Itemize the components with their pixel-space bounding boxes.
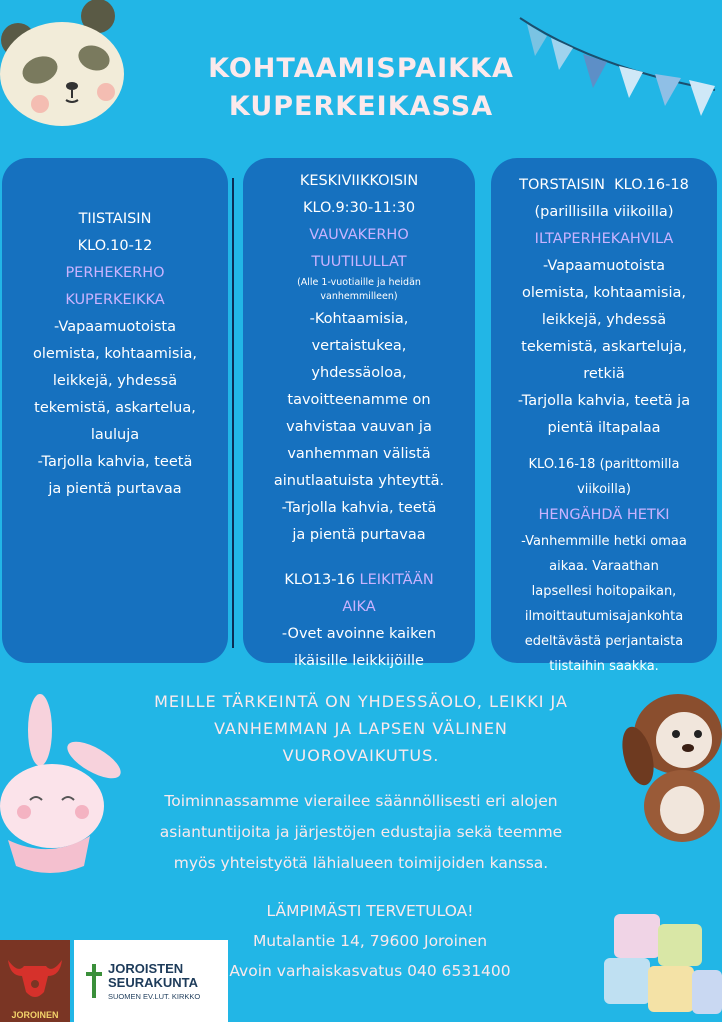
card3-desc bbox=[505, 253, 703, 442]
desc-line: tekemistä, askartelua, bbox=[34, 400, 196, 416]
welcome-text: LÄMPIMÄSTI TERVETULOA! bbox=[266, 902, 474, 920]
desc-line: -Tarjolla kahvia, teetä ja bbox=[517, 393, 691, 409]
address-text: Mutalantie 14, 79600 Joroinen bbox=[252, 932, 488, 950]
card1-time: KLO.10-12 bbox=[77, 238, 153, 254]
desc-line: vanhemman välistä bbox=[287, 446, 431, 462]
desc-line: -Vapaamuotoista bbox=[54, 319, 176, 335]
desc-line: vertaistukea, bbox=[311, 338, 407, 354]
desc-line: retkiä bbox=[583, 366, 625, 382]
seurakunta-name bbox=[108, 962, 198, 990]
thursday-card bbox=[491, 158, 717, 674]
info-line: Toiminnassamme vierailee säännöllisesti eri alojen bbox=[164, 792, 558, 810]
info-message bbox=[120, 786, 602, 879]
desc-line: leikkejä, yhdessä bbox=[52, 373, 178, 389]
joroinen-logo bbox=[0, 940, 70, 1022]
card2-name-1: VAUVAKERHO bbox=[309, 227, 409, 243]
message-line: VUOROVAIKUTUS. bbox=[282, 746, 440, 765]
desc-line: pientä iltapalaa bbox=[547, 420, 661, 436]
card3-desc2 bbox=[505, 529, 703, 679]
cross-icon bbox=[84, 964, 104, 998]
desc-line: -Kohtaamisia, bbox=[309, 311, 409, 327]
desc-line: -Tarjolla kahvia, teetä bbox=[281, 500, 437, 516]
desc-line: leikkejä, yhdessä bbox=[541, 312, 667, 328]
card2-name-2: TUUTILULLAT bbox=[311, 254, 407, 270]
info-line: asiantuntijoita ja järjestöjen edustajia sekä teemme bbox=[159, 823, 563, 841]
desc-line: ainutlaatuista yhteyttä. bbox=[273, 473, 445, 489]
seurakunta-name-1: JOROISTEN bbox=[108, 961, 184, 976]
desc-line: aikaa. Varaathan bbox=[549, 559, 659, 574]
desc-line: -Ovet avoinne kaiken bbox=[281, 626, 437, 642]
wednesday-card bbox=[243, 158, 475, 669]
seurakunta-name-2: SEURAKUNTA bbox=[108, 975, 199, 990]
card3-time2: KLO.16-18 (parittomilla bbox=[528, 457, 680, 472]
desc-line: ilmoittautumisajankohta bbox=[524, 609, 684, 624]
desc-line: vahvistaa vauvan ja bbox=[286, 419, 432, 435]
desc-line: -Vanhemmille hetki omaa bbox=[521, 534, 687, 549]
desc-line: edeltävästä perjantaista bbox=[524, 634, 684, 649]
joroinen-logo-text: JOROINEN bbox=[11, 1010, 59, 1020]
tuesday-card bbox=[2, 158, 228, 663]
divider bbox=[232, 178, 234, 648]
title-line-1: KOHTAAMISPAIKKA bbox=[208, 53, 514, 84]
title-line-2: KUPERKEIKASSA bbox=[228, 91, 494, 122]
desc-line: ja pientä purtavaa bbox=[48, 481, 182, 497]
card2-play-name-1: LEIKITÄÄN bbox=[359, 572, 434, 588]
card1-desc bbox=[16, 314, 214, 503]
message-line: MEILLE TÄRKEINTÄ ON YHDESSÄOLO, LEIKKI JA bbox=[154, 692, 568, 711]
poster-title bbox=[0, 50, 722, 126]
card3-weeks: (parillisilla viikoilla) bbox=[534, 204, 674, 220]
card2-time: KLO.9:30-11:30 bbox=[302, 200, 416, 216]
card2-day: KESKIVIIKKOISIN bbox=[299, 173, 419, 189]
seurakunta-sub: SUOMEN EV.LUT. KIRKKO bbox=[108, 992, 201, 1001]
desc-line: tavoitteenamme on bbox=[287, 392, 431, 408]
card1-name-2: KUPERKEIKKA bbox=[65, 292, 165, 308]
card1-day: TIISTAISIN bbox=[78, 211, 152, 227]
desc-line: -Vapaamuotoista bbox=[543, 258, 665, 274]
card3-name2: HENGÄHDÄ HETKI bbox=[538, 507, 670, 523]
card2-play-time: KLO13-16 bbox=[284, 572, 355, 588]
message-line: VANHEMMAN JA LAPSEN VÄLINEN bbox=[214, 719, 508, 738]
toy-blocks-illustration bbox=[600, 910, 722, 1022]
desc-line: olemista, kohtaamisia, bbox=[522, 285, 686, 301]
desc-line: tiistaihin saakka. bbox=[549, 659, 659, 674]
card2-play-name-2: AIKA bbox=[342, 599, 376, 615]
welcome-block bbox=[200, 896, 540, 986]
card2-desc bbox=[257, 306, 461, 549]
contact-text: Avoin varhaiskasvatus 040 6531400 bbox=[229, 962, 511, 980]
desc-line: ja pientä purtavaa bbox=[292, 527, 426, 543]
puppy-illustration bbox=[618, 684, 722, 844]
card3-name: ILTAPERHEKAHVILA bbox=[534, 231, 674, 247]
desc-line: -Tarjolla kahvia, teetä bbox=[37, 454, 193, 470]
main-message bbox=[100, 688, 622, 769]
desc-line: lapsellesi hoitopaikan, bbox=[531, 584, 677, 599]
card3-day-time: TORSTAISIN KLO.16-18 bbox=[519, 177, 689, 193]
card3-weeks2: viikoilla) bbox=[577, 482, 631, 497]
card1-name-1: PERHEKERHO bbox=[65, 265, 165, 281]
info-line: myös yhteistyötä lähialueen toimijoiden kanssa. bbox=[173, 854, 549, 872]
seurakunta-logo bbox=[74, 940, 228, 1022]
desc-line: olemista, kohtaamisia, bbox=[33, 346, 197, 362]
desc-line: yhdessäoloa, bbox=[311, 365, 407, 381]
desc-line: lauluja bbox=[90, 427, 140, 443]
desc-line: tekemistä, askarteluja, bbox=[521, 339, 687, 355]
card2-play-heading bbox=[257, 567, 461, 594]
desc-line: ikäisille leikkijöille bbox=[294, 653, 424, 669]
bull-emblem-icon bbox=[0, 944, 70, 1008]
card2-note: (Alle 1-vuotiaille ja heidän vanhemmilleen) bbox=[297, 277, 421, 302]
